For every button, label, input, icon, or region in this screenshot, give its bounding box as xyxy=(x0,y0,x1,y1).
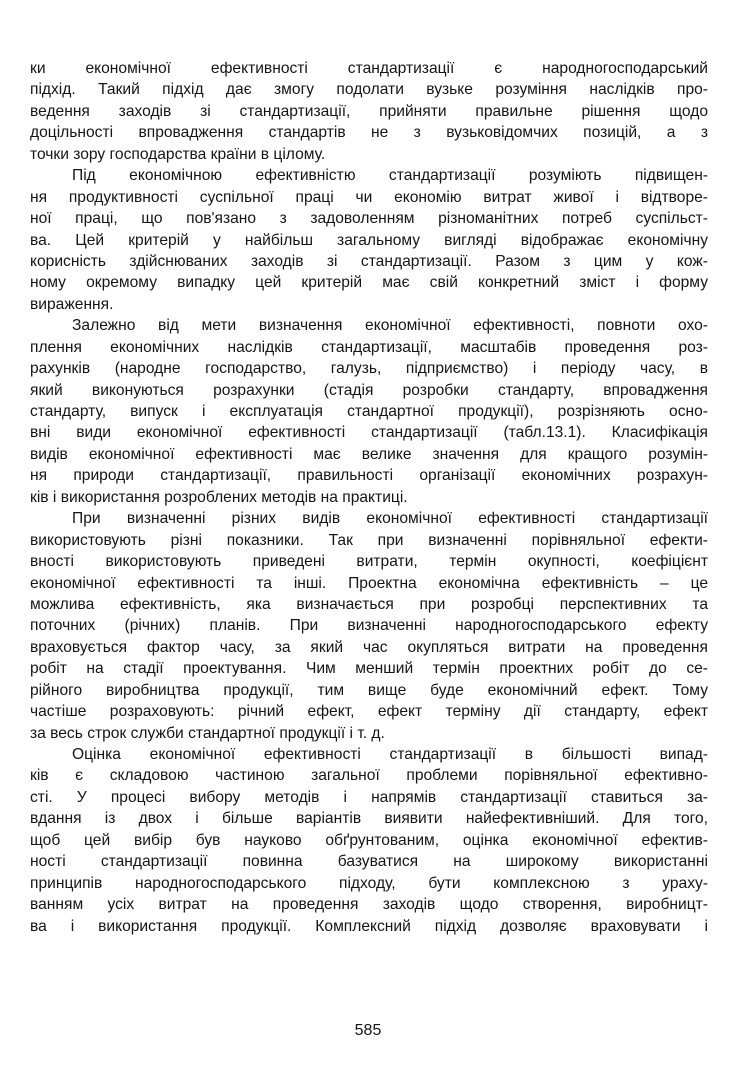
text-line: за весь строк служби стандартної продукції і т. д. xyxy=(30,724,385,742)
text-line: використовують різні показники. Так при визначенні порівняльної ефекти- xyxy=(30,531,708,549)
text-line: ності стандартизації повинна базуватися на широкому використанні xyxy=(30,853,708,871)
text-line: ведення заходів зі стандартизації, прийняти правильне рішення щодо xyxy=(30,102,708,120)
text-line: сті. У процесі вибору методів і напрямів стандартизації ставиться за- xyxy=(30,788,708,806)
text-line: ня продуктивності суспільної праці чи економію витрат живої і відтворе- xyxy=(30,188,708,206)
text-line: вираження. xyxy=(30,295,114,313)
text-line: плення економічних наслідків стандартизації, масштабів проведення роз- xyxy=(30,338,708,356)
text-line: вності використовують приведені витрати, термін окупності, коефіцієнт xyxy=(30,553,708,571)
text-line: робіт на стадії проектування. Чим менший термін проектних робіт до се- xyxy=(30,660,708,678)
text-line: точки зору господарства країни в цілому. xyxy=(30,145,326,163)
text-line: Під економічною ефективністю стандартизації розуміють підвищен- xyxy=(72,167,708,185)
text-line: ня природи стандартизації, правильності організації економічних розрахун- xyxy=(30,467,708,485)
text-line: При визначенні різних видів економічної ефективності стандартизації xyxy=(72,510,708,528)
text-line: доцільності впровадження стандартів не з вузьковідомчих позицій, а з xyxy=(30,124,708,142)
text-line: щоб цей вибір був науково обґрунтованим, оцінка економічної ефектив- xyxy=(30,831,708,849)
text-line: ної праці, що пов'язано з задоволенням різноманітних потреб суспільст- xyxy=(30,210,708,228)
text-line: частіше розраховують: річний ефект, ефект терміну дії стандарту, ефект xyxy=(30,703,708,721)
text-line: економічної ефективності та інші. Проектна економічна ефективність – це xyxy=(30,574,708,592)
text-line: ва і використання продукції. Комплексний підхід дозволяє враховувати і xyxy=(30,917,708,935)
text-line: ків є складовою частиною загальної проблеми порівняльної ефективно- xyxy=(30,767,708,785)
text-line: ному окремому випадку цей критерій має свій конкретний зміст і форму xyxy=(30,274,708,292)
text-line: Оцінка економічної ефективності стандартизації в більшості випад- xyxy=(72,746,708,763)
text-line: ванням усіх витрат на проведення заходів щодо створення, виробницт- xyxy=(30,896,708,914)
text-line: корисність здійснюваних заходів зі стандартизації. Разом з цим у кож- xyxy=(30,252,708,270)
text-line: стандарту, випуск і експлуатація стандартної продукції), розрізняють осно- xyxy=(30,403,708,420)
text-line: Залежно від мети визначення економічної ефективності, повноти охо- xyxy=(72,317,708,335)
text-line: підхід. Такий підхід дає змогу подолати вузьке розуміння наслідків про- xyxy=(30,81,708,99)
text-line: рахунків (народне господарство, галузь, підприємство) і періоду часу, в xyxy=(30,360,708,378)
text-line: поточних (річних) планів. При визначенні народногосподарського ефекту xyxy=(30,617,708,635)
text-line: видів економічної ефективності має велике значення для кращого розумін- xyxy=(30,445,708,463)
page-number: 585 xyxy=(354,1022,382,1039)
text-line: ки економічної ефективності стандартизації є народногосподарський xyxy=(30,60,708,77)
text-line: вні види економічної ефективності стандартизації (табл.13.1). Класифікація xyxy=(30,424,708,442)
text-line: ва. Цей критерій у найбільш загальному вигляді відображає економічну xyxy=(30,231,708,249)
text-line: ків і використання розроблених методів на практиці. xyxy=(30,488,408,506)
text-line: вдання із двох і більше варіантів виявити найефективніший. Для того, xyxy=(30,810,708,828)
text-line: який виконуються розрахунки (стадія розробки стандарту, впровадження xyxy=(30,381,708,399)
text-line: можлива ефективність, яка визначається при розробці перспективних та xyxy=(30,595,708,613)
body-text xyxy=(30,58,708,937)
text-line: принципів народногосподарського підходу, бути комплексною з ураху- xyxy=(30,874,708,892)
text-line: рійного виробництва продукції, тим вище буде економічний ефект. Тому xyxy=(30,681,708,699)
text-line: враховується фактор часу, за який час окупляться витрати на проведення xyxy=(30,638,708,656)
